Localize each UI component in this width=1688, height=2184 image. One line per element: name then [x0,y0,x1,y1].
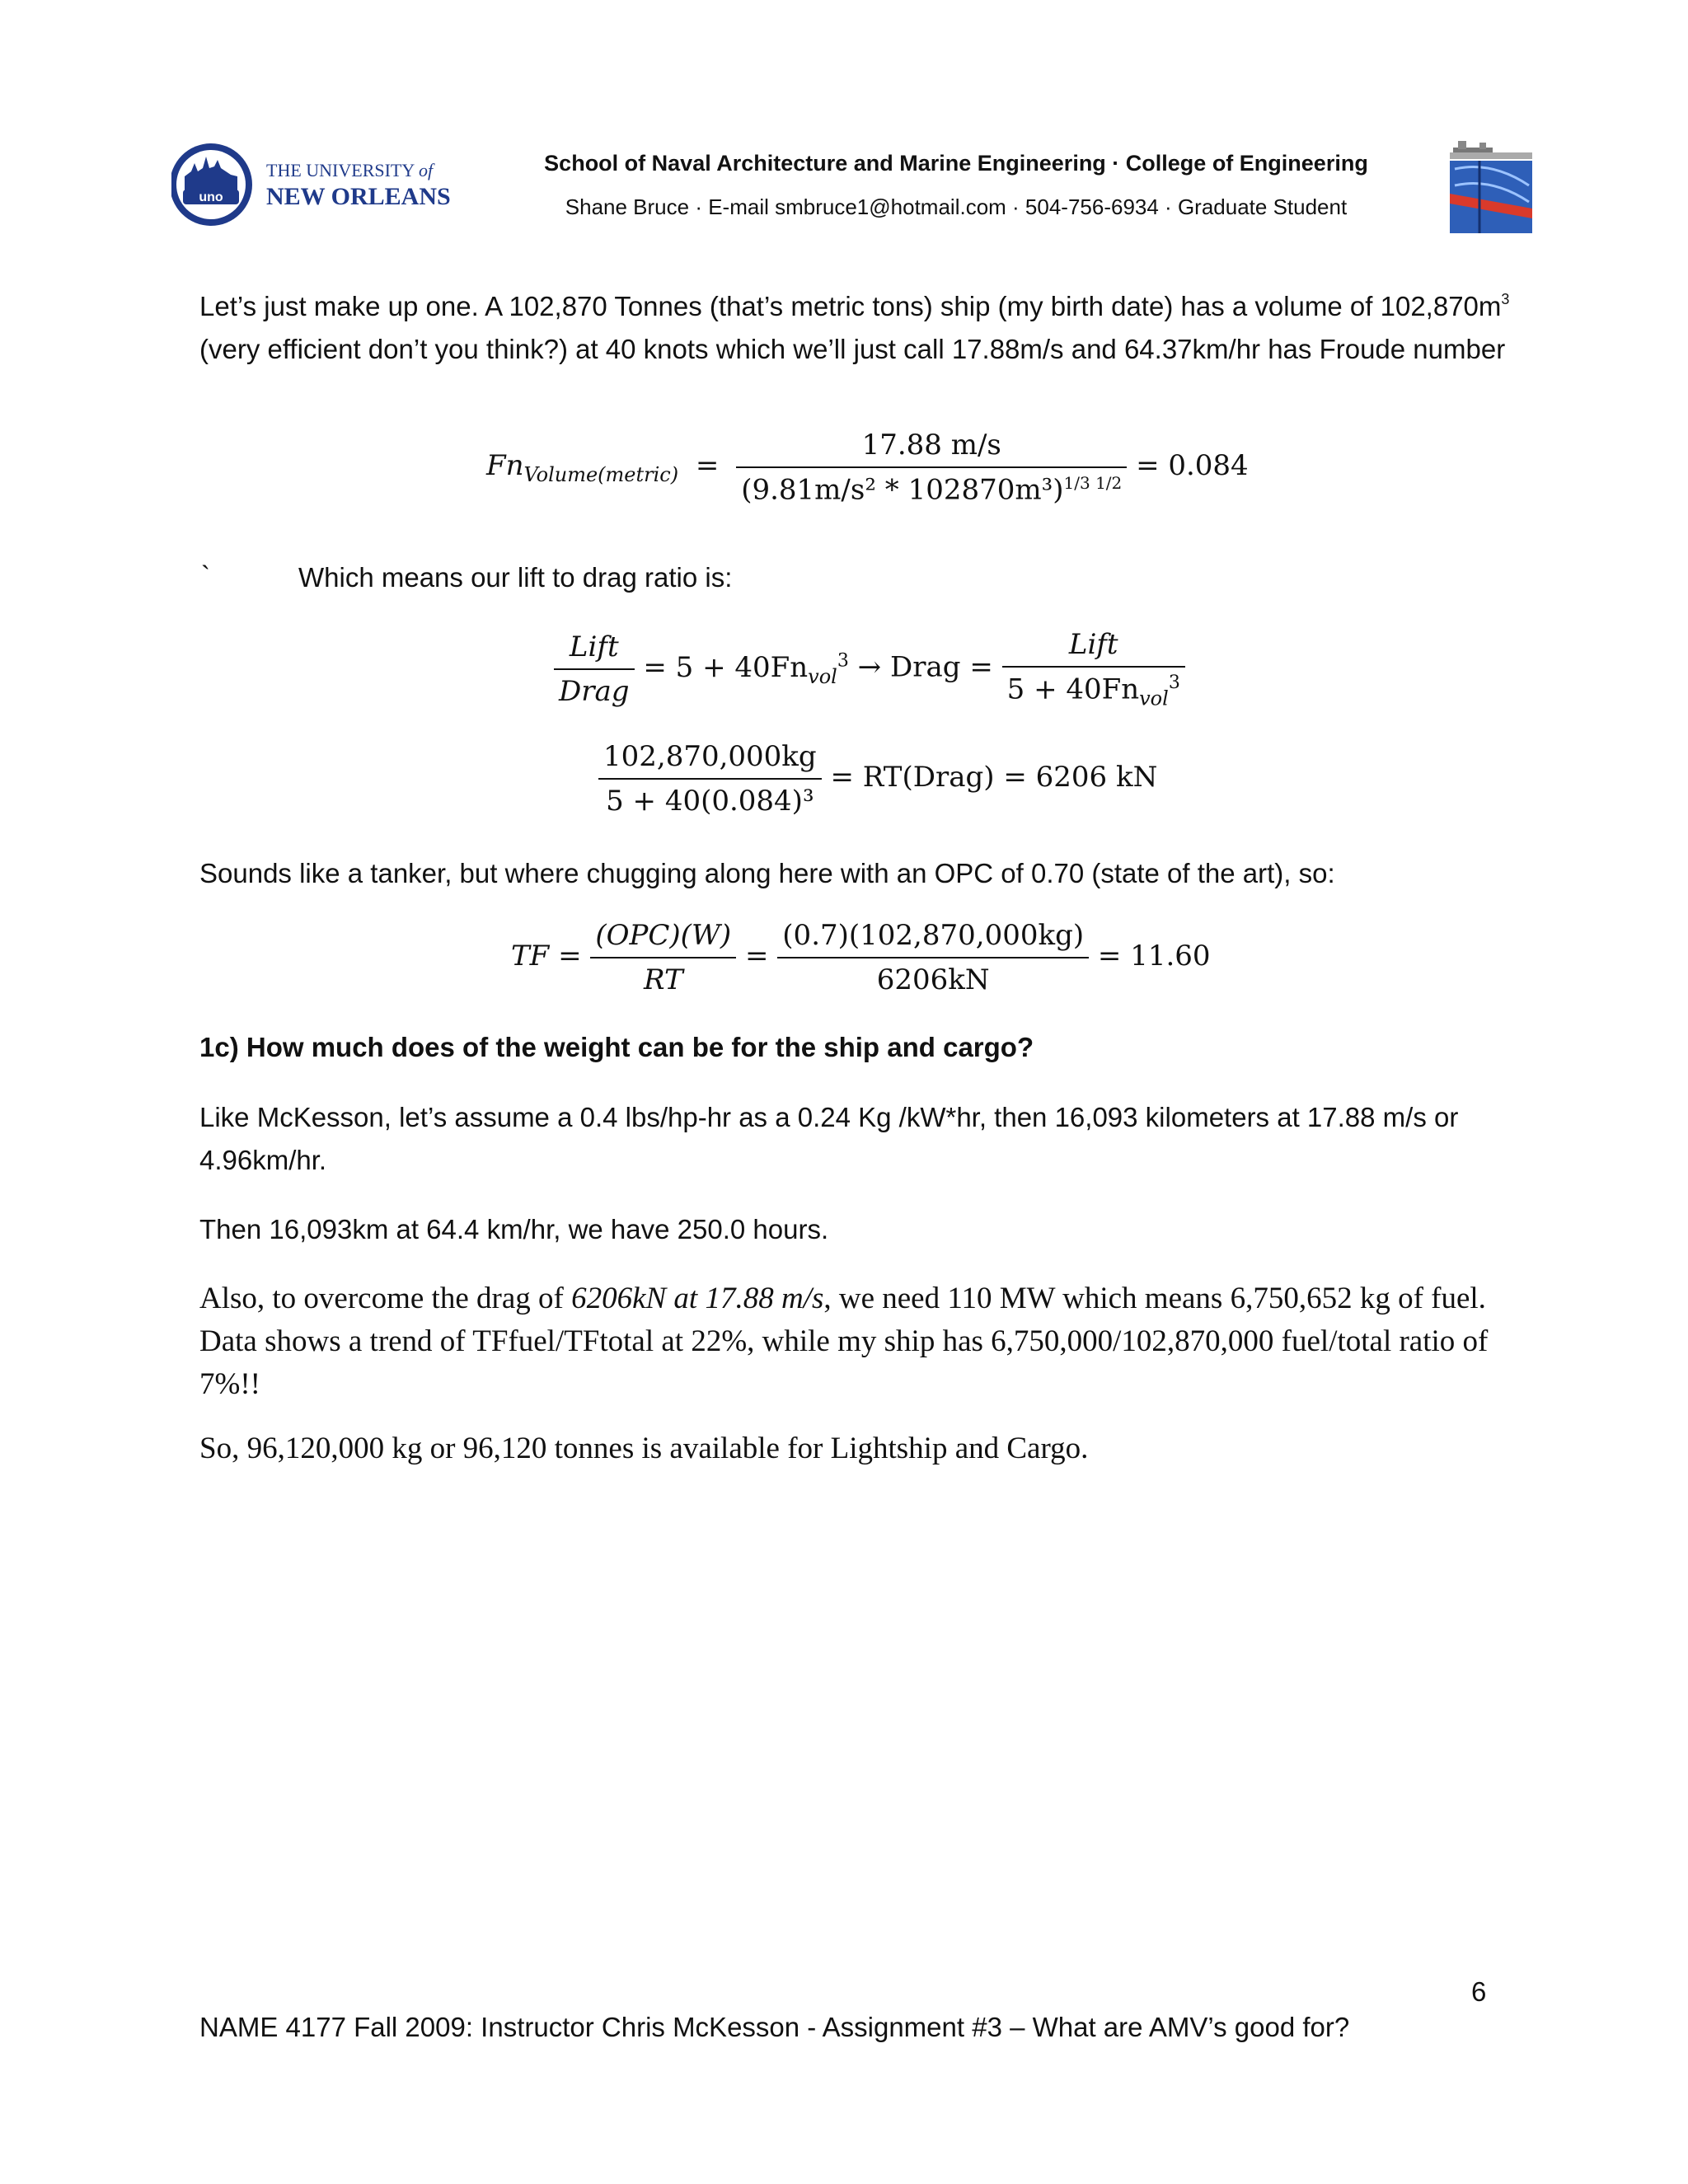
tf-den-2: 6206kN [777,957,1089,996]
tf-num-1: (OPC)(W) [595,919,732,952]
lift-drag-intro: Which means our lift to drag ratio is: [298,562,733,593]
drag-fraction-denominator: $5 + 40Fn_{vol}^3$ [1002,666,1185,710]
rt-fraction [598,740,822,818]
rt-equation [598,740,1157,818]
froude-lhs: Fn [486,449,524,483]
lift-drag-mid: = $5 + 40Fn_{vol}^3$ [643,650,849,688]
froude-lhs-subscript: Volume(metric) [523,463,679,487]
question-1c-heading: 1c) How much does of the weight can be for the ship and cargo? [199,1032,1034,1062]
froude-numerator: 17.88 m/s [861,429,1001,462]
svg-text:NEW ORLEANS: NEW ORLEANS [266,183,451,210]
lift-over-drag [554,630,635,708]
tf-fraction-1 [590,919,736,996]
froude-result: = 0.084 [1136,449,1249,483]
tf-fraction-2 [777,919,1089,996]
stray-backtick: ` [201,560,210,591]
mckesson-paragraph: Like McKesson, let’s assume a 0.4 lbs/hp-hr as a 0.24 Kg /kW*hr, then 16,093 kilometers at 17.88 m/s or 4.96km/hr. [199,1102,1459,1175]
froude-denominator: (9.81m/s² * 102870m³) [741,473,1064,507]
drag-fraction [1002,628,1185,710]
froude-fraction [736,429,1127,506]
drag-text-math: 6206kN at 17.88 m/s [571,1282,824,1315]
header-contact-line: Shane Bruce · E-mail smbruce1@hotmail.com · 504-756-6934 · Graduate Student [565,194,1348,219]
intro-text-2: (very efficient don’t you think?) at 40 knots which we’ll just call 17.88m/s and 64.37km/hr has Froude number [199,334,1506,364]
page-number: 6 [1471,1976,1487,2007]
lift-drag-arrow: → Drag = [857,650,993,684]
tf-num-2: (0.7)(102,870,000kg) [782,919,1085,952]
rt-numerator: 102,870,000kg [603,740,817,773]
tanker-paragraph: Sounds like a tanker, but where chugging along here with an OPC of 0.70 (state of the art), so: [199,858,1335,888]
drag-label: Drag [554,668,635,708]
tf-lhs: TF = [511,940,582,972]
svg-text:uno: uno [199,190,223,204]
drag-text-b: , we need 110 MW which means 6,750,652 kg of fuel. Data shows a trend of TFfuel/TFtotal at 22%, while my ship has 6,750,000/102,870,000 fuel/total ratio of 7%!! [199,1282,1489,1401]
drag-fuel-paragraph [199,1277,1535,1406]
rt-denominator: 5 + 40(0.084)³ [598,778,822,818]
intro-superscript: 3 [1501,291,1510,307]
naval-architecture-logo [1447,136,1537,239]
rt-result: = RT(Drag) = 6206 kN [830,761,1158,794]
froude-equation: $Fn_{Volume(metric)}$ = $\frac{17.88 m/s}{(9.81m/s^2 * 102870m^3)^{1/3 1/2}}$ = 0.084 [486,429,1249,507]
tf-den-1: RT [590,957,736,996]
svg-text:THE UNIVERSITY of: THE UNIVERSITY of [266,160,434,180]
page-footer: NAME 4177 Fall 2009: Instructor Chris McKesson - Assignment #3 – What are AMV’s good for? [199,2012,1350,2042]
header-school-line: School of Naval Architecture and Marine Engineering · College of Engineering [544,151,1368,176]
tf-equation: TF = $\frac{\text{(OPC)(W)}}{RT}$ = $\frac{(0.7)(102,870,000kg)}{6206kN}$ = 11.60 [511,919,1211,996]
intro-paragraph [199,278,1535,371]
froude-exponents: 1/3 1/2 [1063,473,1123,493]
drag-fraction-lift: Lift [1068,628,1118,661]
university-logo [171,138,460,231]
available-paragraph: So, 96,120,000 kg or 96,120 tonnes is available for Lightship and Cargo. [199,1432,1089,1465]
tf-result: = 11.60 [1097,940,1211,972]
froude-denominator-wrap [736,466,1127,506]
hours-paragraph: Then 16,093km at 64.4 km/hr, we have 250.0 hours. [199,1214,829,1244]
drag-text-a: Also, to overcome the drag of [199,1282,572,1315]
lift-drag-equation [554,628,1185,710]
intro-text-1: Let’s just make up one. A 102,870 Tonnes (that’s metric tons) ship (my birth date) has a volume of 102,870m [199,291,1502,321]
lift-label: Lift [569,630,619,663]
